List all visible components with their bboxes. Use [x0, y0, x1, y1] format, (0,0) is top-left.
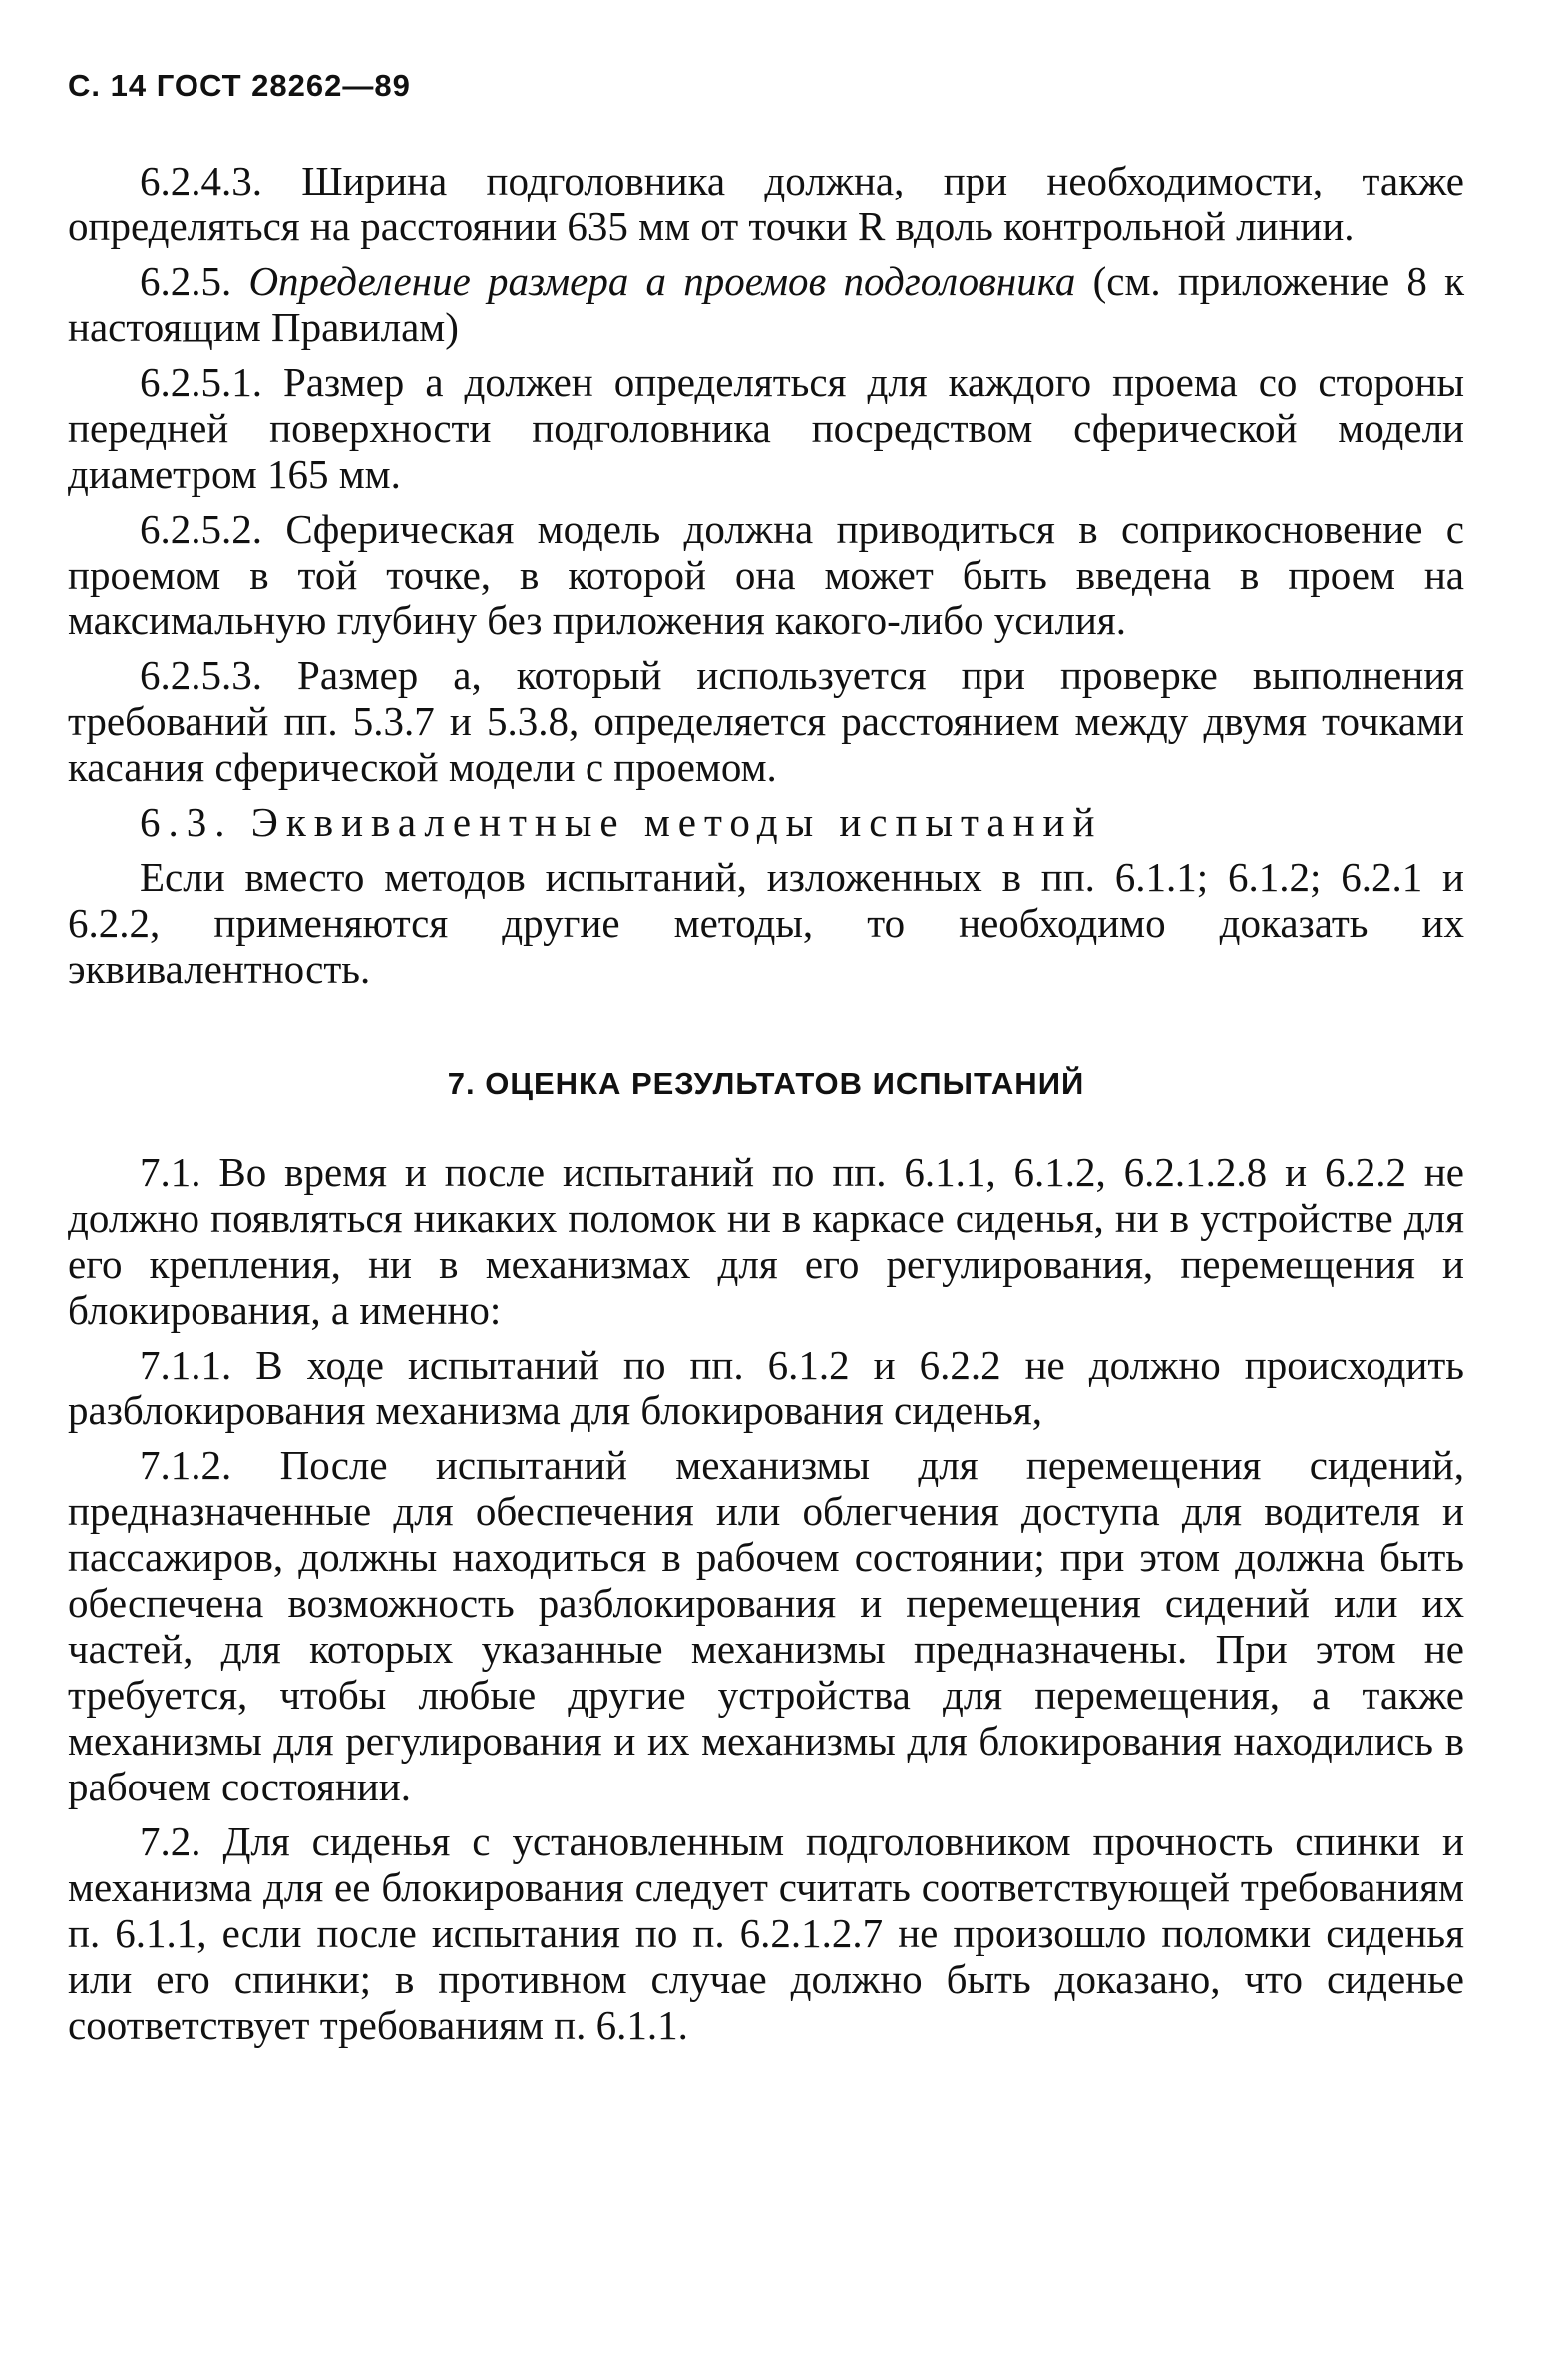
paragraph-6-2-5-3: 6.2.5.3. Размер а, который используется при проверке выполнения требований пп. 5.3.7 и 5.3.8, определяется расстоянием между двумя точками касания сферической модели с проемом. — [68, 652, 1464, 790]
running-header: С. 14 ГОСТ 28262—89 — [68, 68, 411, 103]
paragraph-6-3: Если вместо методов испытаний, изложенных в пп. 6.1.1; 6.1.2; 6.2.1 и 6.2.2, применяются другие методы, то необходимо доказать их эквивалентность. — [68, 854, 1464, 992]
clause-number: 6.2.5. — [140, 258, 232, 304]
paragraph-7-1-2: 7.1.2. После испытаний механизмы для перемещения сидений, предназначенные для обеспечения или облегчения доступа для водителя и пассажиров, должны находиться в рабочем состоянии; при этом должна быть обеспечена возможность разблокирования и перемещения сидений или их частей, для которых указанные механизмы предназначены. При этом не требуется, чтобы любые другие устройства для перемещения, а также механизмы для регулирования и их механизмы для блокирования находились в рабочем состоянии. — [68, 1442, 1464, 1809]
paragraph-7-1: 7.1. Во время и после испытаний по пп. 6.1.1, 6.1.2, 6.2.1.2.8 и 6.2.2 не должно появляться никаких поломок ни в каркасе сиденья, ни в устройстве для его крепления, ни в механизмах для его регулирования, перемещения и блокирования, а именно: — [68, 1149, 1464, 1333]
paragraph-6-2-5 — [68, 258, 1464, 350]
paragraph-6-2-5-1: 6.2.5.1. Размер а должен определяться для каждого проема со стороны передней поверхности подголовника посредством сферической модели диаметром 165 мм. — [68, 359, 1464, 497]
clause-reference: (см. приложение 8 к настоящим Правилам) — [68, 258, 1465, 350]
document-body — [68, 158, 1464, 2057]
subsection-title-6-3: 6.3. Эквивалентные методы испытаний — [140, 799, 1103, 845]
paragraph-7-2: 7.2. Для сиденья с установленным подголовником прочность спинки и механизма для ее блокирования следует считать соответствующей требованиям п. 6.1.1, если после испытания по п. 6.2.1.2.7 не произошло поломки сиденья или его спинки; в противном случае должно быть доказано, что сиденье соответствует требованиям п. 6.1.1. — [68, 1818, 1464, 2048]
paragraph-6-2-5-2: 6.2.5.2. Сферическая модель должна приводиться в соприкосновение с проемом в той точке, в которой она может быть введена в проем на максимальную глубину без приложения какого-либо усилия. — [68, 506, 1464, 643]
section-heading-7: 7. ОЦЕНКА РЕЗУЛЬТАТОВ ИСПЫТАНИЙ — [447, 1066, 1085, 1101]
clause-title-italic: Определение размера а проемов подголовника — [248, 258, 1076, 304]
paragraph-7-1-1: 7.1.1. В ходе испытаний по пп. 6.1.2 и 6.2.2 не должно происходить разблокирования механизма для блокирования сиденья, — [68, 1342, 1464, 1433]
paragraph-6-2-4-3: 6.2.4.3. Ширина подголовника должна, при необходимости, также определяться на расстоянии 635 мм от точки R вдоль контрольной линии. — [68, 158, 1464, 249]
